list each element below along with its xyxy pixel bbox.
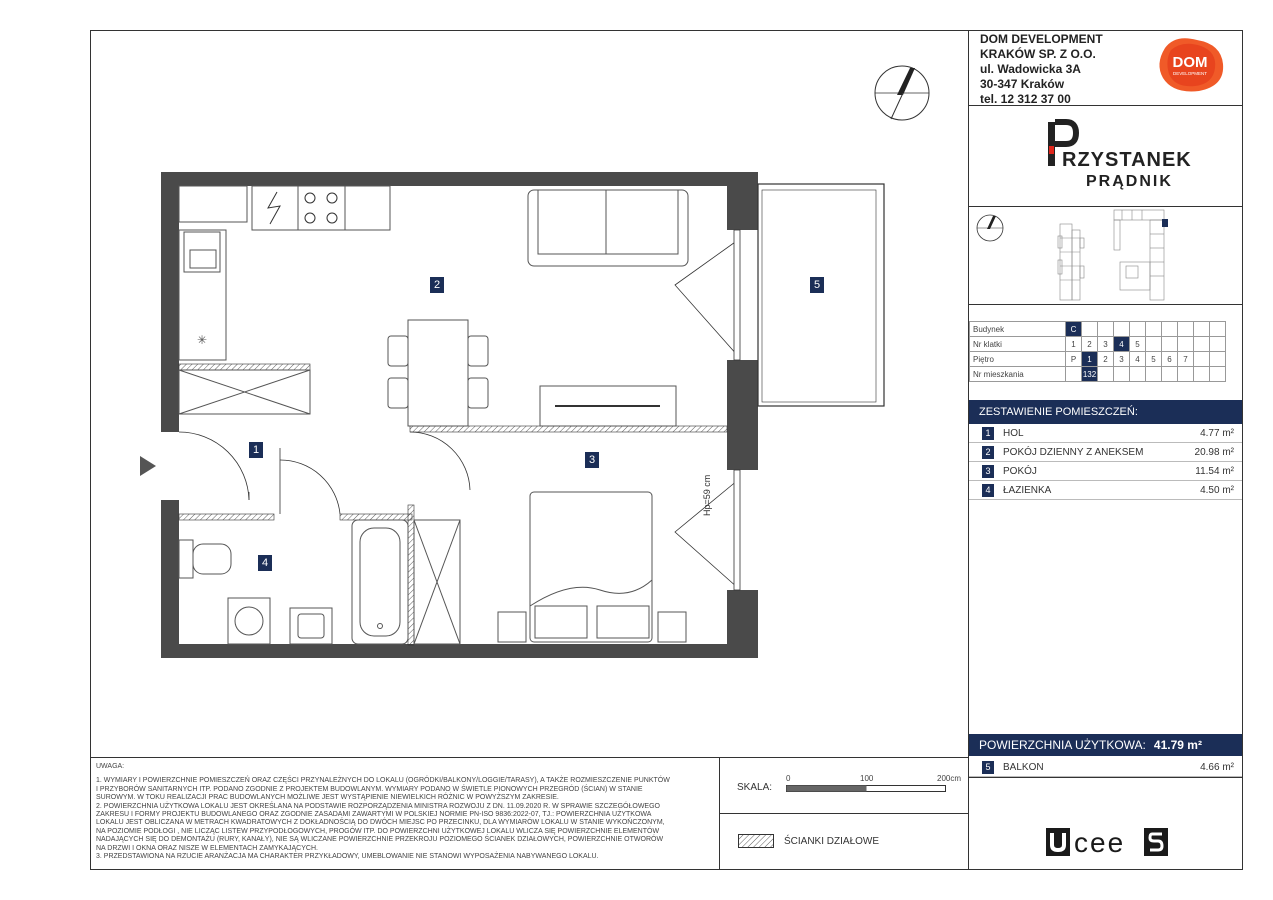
notes-line: NADAJĄCYCH SIĘ DO DEMONTAŻU (RURY, KANAŁY), NIE SĄ WLICZANE POWIERZCHNIE PRZEKROJU POZIOMEGO ŚCIANEK DZIAŁOWYCH, POWIERZCHNIE OTWORÓW (96, 836, 664, 844)
scale-bar (786, 785, 946, 793)
floor-value: 7 (1178, 352, 1194, 367)
svg-text:cee: cee (1074, 827, 1126, 858)
room-row (969, 481, 1242, 500)
right-panel-line-2 (968, 206, 1243, 207)
logo-subtext: DEVELOPMENT (1172, 71, 1208, 76)
height-note: Hp=59 cm (702, 474, 712, 516)
room-area: 4.50 m² (1200, 485, 1234, 496)
room-number: 5 (982, 761, 994, 774)
legend-label: ŚCIANKI DZIAŁOWE (784, 836, 880, 847)
stair-value: 1 (1066, 337, 1082, 352)
plan-label-living: 2 (430, 277, 444, 293)
key-plan (974, 208, 1240, 304)
right-panel-line-4 (968, 777, 1243, 778)
room-area: 4.77 m² (1200, 428, 1234, 439)
floor-row (970, 352, 1226, 367)
project-name-line1: RZYSTANEK (1062, 149, 1192, 171)
room-area: 20.98 m² (1194, 447, 1234, 458)
notes-line: 1. WYMIARY I POWIERZCHNIE POMIESZCZEŃ ORAZ CZĘŚCI PRZYNALEŻNYCH DO LOKALU (OGRÓDKI/BALKONY/LOGGIE/TARASY), A TAKŻE ROZMIESZCZENIE PUNKTÓW (96, 777, 670, 785)
room-number: 4 (982, 484, 994, 497)
notes-line: LOKALU JEST OBLICZANA W METRACH KWADRATOWYCH Z DOKŁADNOŚCIĄ DO DWÓCH MIEJSC PO PRZECINKU, DLA WYMIARÓW LOKALU W STANIE WYKOŃCZONYM, (96, 819, 665, 827)
stair-value: 5 (1130, 337, 1146, 352)
apartment-number: 132 (1082, 367, 1098, 382)
room-row (969, 424, 1242, 443)
stair-value: 3 (1098, 337, 1114, 352)
room-name: HOL (1003, 428, 1024, 439)
entrance-arrow-icon (140, 456, 156, 476)
logo-text: DOM (1172, 54, 1208, 71)
floor-value: P (1066, 352, 1082, 367)
project-name-line2: PRĄDNIK (1086, 173, 1173, 190)
floor-value: 5 (1146, 352, 1162, 367)
notes-title: UWAGA: (96, 763, 125, 770)
company-name2: KRAKÓW SP. Z O.O. (980, 47, 1096, 61)
balcony-row (969, 758, 1242, 777)
floor-value: 4 (1130, 352, 1146, 367)
room-name: ŁAZIENKA (1003, 485, 1052, 496)
company-street: ul. Wadowicka 3A (980, 62, 1081, 76)
notes-block (96, 763, 716, 861)
room-number: 2 (982, 446, 994, 459)
scale-tick: 100 (860, 774, 874, 783)
company-city: 30-347 Kraków (980, 77, 1065, 91)
plan-label-balcony: 5 (810, 277, 824, 293)
svg-text:✳: ✳ (196, 333, 208, 347)
stair-value: 2 (1082, 337, 1098, 352)
floor-label: Piętro (970, 352, 1066, 367)
project-logo (1048, 118, 1192, 190)
scale-tick: 200cm (937, 774, 962, 783)
ucees-logo (1046, 826, 1170, 858)
notes-line: NA DRZWI I OKNA ORAZ NISZE W ELEMENTACH ZAMYKAJĄCYCH. (96, 844, 318, 852)
room-number: 3 (982, 465, 994, 478)
company-phone: tel. 12 312 37 00 (980, 92, 1071, 106)
floor-value: 2 (1098, 352, 1114, 367)
notes-line: I PRZYBORÓW SANITARNYCH ITP. PODANO ZGODNIE Z PROJEKTEM BUDOWLANYM. WYMIARY PODANO W ŚWIETLE PIONOWYCH PRZEGRÓD (ŚCIAN) W STANIE (96, 785, 643, 793)
notes-line: 3. PRZEDSTAWIONA NA RZUCIE ARANŻACJA MA CHARAKTER PRZYKŁADOWY, UMEBLOWANIE NIE STANOWI WYPOSAŻENIA NABYWANEGO LOKALU. (96, 853, 599, 861)
apartment-label: Nr mieszkania (970, 367, 1066, 382)
notes-line: ZAKRESU I FORMY PROJEKTU BUDOWLANEGO ORAZ ZGODNIE ZASADAMI ZAWARTYMI W POLSKIEJ NORMIE PN-ISO 9836:2022-07, TJ.: POWIERZCHNIA UŻYTKOWA (96, 811, 652, 819)
plan-label-bathroom: 4 (258, 555, 272, 571)
company-info (980, 32, 1103, 107)
apartment-info-table (969, 321, 1226, 382)
floor-value: 3 (1114, 352, 1130, 367)
north-compass-icon (873, 64, 931, 122)
room-area: 11.54 m² (1195, 466, 1234, 477)
notes-line: SUROWYM. W TOKU REALIZACJI PRAC BUDOWLANYCH MOŻLIWE JEST WYSTĄPIENIE NIEWIELKICH RÓŻNIC W POWYŻSZYM ZAKRESIE. (96, 794, 559, 802)
floor-value: 6 (1162, 352, 1178, 367)
right-panel-line-3 (968, 304, 1243, 305)
room-name: POKÓJ (1003, 466, 1037, 477)
apartment-row (970, 367, 1226, 382)
partition-wall-legend-icon (738, 834, 774, 848)
company-name: DOM DEVELOPMENT (980, 32, 1103, 46)
small-compass-icon (977, 215, 1003, 241)
notes-divider (90, 757, 969, 758)
room-area: 4.66 m² (1200, 762, 1234, 773)
dom-development-logo (1155, 36, 1227, 94)
floor-plan (130, 160, 900, 670)
room-number: 1 (982, 427, 994, 440)
room-name: POKÓJ DZIENNY Z ANEKSEM (1003, 447, 1144, 458)
scale-legend-divider (719, 813, 969, 814)
plan-label-hol: 1 (249, 442, 263, 458)
stair-value-selected: 4 (1114, 337, 1130, 352)
room-row (969, 462, 1242, 481)
total-area-label: POWIERZCHNIA UŻYTKOWA: (979, 738, 1146, 752)
total-area (969, 734, 1242, 756)
notes-line: 2. POWIERZCHNIA UŻYTKOWA LOKALU JEST OKREŚLANA NA PODSTAWIE ROZPORZĄDZENIA MINISTRA ROZWOJU Z DN. 11.09.2020 R. W SPRAWIE SZCZEGÓŁOWEGO (96, 802, 660, 810)
floor-value-selected: 1 (1082, 352, 1098, 367)
total-area-value: 41.79 m² (1153, 738, 1202, 752)
building-label: Budynek (970, 322, 1066, 337)
building-row (970, 322, 1226, 337)
scale-tick: 0 (786, 774, 791, 783)
stair-row (970, 337, 1226, 352)
room-name: BALKON (1003, 762, 1044, 773)
stair-label: Nr klatki (970, 337, 1066, 352)
plan-label-bedroom: 3 (585, 452, 599, 468)
building-value: C (1066, 322, 1082, 337)
rooms-heading: ZESTAWIENIE POMIESZCZEŃ: (969, 400, 1242, 424)
room-row (969, 443, 1242, 462)
notes-line: NA POZIOMIE PODŁOGI , NIE LICZĄC LISTEW PRZYPODŁOGOWYCH, PROGÓW ITP. DO POWIERZCHNI UŻYTKOWEJ LOKALU WLICZA SIĘ POWIERZCHNIE ELEMENTÓW (96, 827, 660, 835)
scale-label: SKALA: (737, 782, 773, 793)
project-brand (1048, 118, 1192, 195)
